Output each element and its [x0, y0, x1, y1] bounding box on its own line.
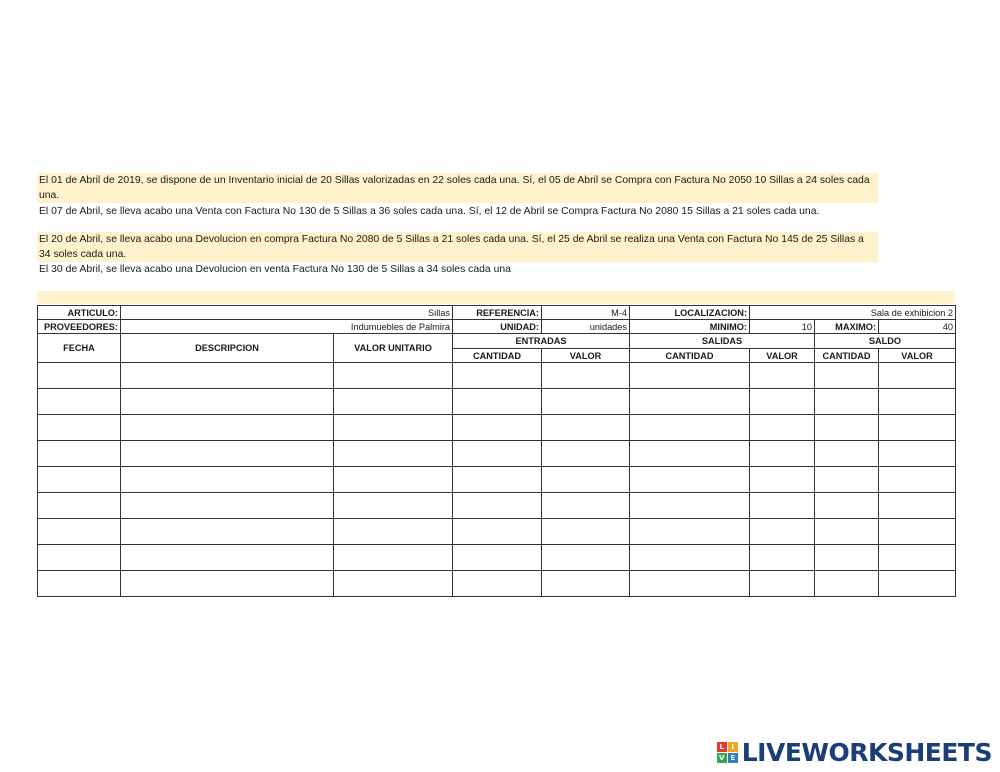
meta-row-1	[38, 306, 956, 320]
salidas-cantidad-input[interactable]	[632, 545, 747, 570]
saldo-cantidad-input[interactable]	[817, 545, 876, 570]
ledger-cell-descripcion	[121, 441, 334, 467]
ledger-cell-fecha	[38, 363, 121, 389]
meta-row-2	[38, 320, 956, 334]
header-fecha: FECHA	[38, 334, 121, 363]
logo-tile: L	[717, 742, 727, 752]
ledger-cell-valor-unitario	[334, 363, 453, 389]
valor-unitario-input[interactable]	[336, 441, 450, 466]
ledger-row	[38, 519, 956, 545]
ledger-cell-saldo-cantidad	[815, 493, 879, 519]
ledger-cell-saldo-valor	[879, 519, 956, 545]
ledger-cell-fecha	[38, 519, 121, 545]
ledger-cell-saldo-cantidad	[815, 467, 879, 493]
ledger-cell-entradas-valor	[542, 363, 630, 389]
unidad-label: UNIDAD:	[453, 320, 542, 334]
salidas-valor-input[interactable]	[752, 441, 812, 466]
salidas-cantidad-input[interactable]	[632, 441, 747, 466]
entradas-valor-input[interactable]	[544, 389, 627, 414]
ledger-cell-valor-unitario	[334, 415, 453, 441]
header-row-1	[38, 334, 956, 349]
logo-tile: I	[728, 742, 738, 752]
ledger-row	[38, 467, 956, 493]
salidas-cantidad-input[interactable]	[632, 363, 747, 388]
valor-unitario-input[interactable]	[336, 571, 450, 596]
ledger-cell-entradas-cantidad	[453, 519, 542, 545]
entradas-cantidad-input[interactable]	[455, 519, 539, 544]
ledger-cell-entradas-valor	[542, 415, 630, 441]
valor-unitario-input[interactable]	[336, 389, 450, 414]
ledger-row	[38, 571, 956, 597]
ledger-row	[38, 389, 956, 415]
header-saldo-cantidad: CANTIDAD	[815, 349, 879, 363]
referencia-value: M-4	[542, 306, 630, 320]
ledger-cell-descripcion	[121, 571, 334, 597]
saldo-valor-input[interactable]	[881, 519, 953, 544]
unidad-value: unidades	[542, 320, 630, 334]
saldo-cantidad-input[interactable]	[817, 493, 876, 518]
salidas-valor-input[interactable]	[752, 519, 812, 544]
ledger-cell-salidas-valor	[750, 493, 815, 519]
fecha-input[interactable]	[40, 545, 118, 570]
ledger-cell-valor-unitario	[334, 467, 453, 493]
statement-paragraph-4: El 30 de Abril, se lleva acabo una Devolucion en venta Factura No 130 de 5 Sillas a 34 soles cada una	[39, 264, 511, 275]
header-entradas: ENTRADAS	[453, 334, 630, 349]
entradas-cantidad-input[interactable]	[455, 467, 539, 492]
ledger-cell-saldo-valor	[879, 571, 956, 597]
ledger-cell-saldo-cantidad	[815, 415, 879, 441]
maximo-label: MAXIMO:	[815, 320, 879, 334]
fecha-input[interactable]	[40, 389, 118, 414]
statement-paragraph-2: El 07 de Abril, se lleva acabo una Venta con Factura No 130 de 5 Sillas a 36 soles cada una. Sí, el 12 de Abril se Compra Factura No 2080 15 Sillas a 21 soles cada una.	[39, 206, 820, 217]
ledger-cell-valor-unitario	[334, 571, 453, 597]
ledger-cell-entradas-valor	[542, 493, 630, 519]
saldo-valor-input[interactable]	[881, 389, 953, 414]
logo-tile: V	[717, 753, 727, 763]
ledger-cell-saldo-cantidad	[815, 571, 879, 597]
fecha-input[interactable]	[40, 467, 118, 492]
ledger-cell-salidas-valor	[750, 363, 815, 389]
valor-unitario-input[interactable]	[336, 519, 450, 544]
header-salidas-cantidad: CANTIDAD	[630, 349, 750, 363]
ledger-cell-entradas-cantidad	[453, 493, 542, 519]
ledger-cell-saldo-cantidad	[815, 389, 879, 415]
ledger-cell-entradas-cantidad	[453, 389, 542, 415]
ledger-cell-salidas-valor	[750, 571, 815, 597]
saldo-cantidad-input[interactable]	[817, 441, 876, 466]
ledger-row	[38, 363, 956, 389]
liveworksheets-wordmark: LIVEWORKSHEETS	[741, 737, 992, 767]
ledger-cell-saldo-valor	[879, 389, 956, 415]
salidas-valor-input[interactable]	[752, 389, 812, 414]
descripcion-input[interactable]	[123, 389, 331, 414]
header-valor-unitario: VALOR UNITARIO	[334, 334, 453, 363]
ledger-cell-salidas-cantidad	[630, 363, 750, 389]
header-saldo-valor: VALOR	[879, 349, 956, 363]
saldo-cantidad-input[interactable]	[817, 571, 876, 596]
articulo-label: ARTICULO:	[38, 306, 121, 320]
entradas-valor-input[interactable]	[544, 467, 627, 492]
ledger-cell-fecha	[38, 467, 121, 493]
statement-paragraph-3: El 20 de Abril, se lleva acabo una Devolucion en compra Factura No 2080 de 5 Sillas a 21 soles cada una. Sí, el 25 de Abril se realiza una Venta con Factura No 145 de 25 Sillas a 34 soles cada una.	[37, 232, 878, 262]
ledger-cell-entradas-cantidad	[453, 363, 542, 389]
ledger-cell-saldo-valor	[879, 415, 956, 441]
descripcion-input[interactable]	[123, 415, 331, 440]
logo-tile: E	[728, 753, 738, 763]
entradas-cantidad-input[interactable]	[455, 363, 539, 388]
saldo-cantidad-input[interactable]	[817, 519, 876, 544]
entradas-valor-input[interactable]	[544, 363, 627, 388]
header-descripcion: DESCRIPCION	[121, 334, 334, 363]
ledger-cell-descripcion	[121, 519, 334, 545]
ledger-cell-entradas-valor	[542, 389, 630, 415]
entradas-valor-input[interactable]	[544, 571, 627, 596]
maximo-value: 40	[879, 320, 956, 334]
saldo-valor-input[interactable]	[881, 571, 953, 596]
valor-unitario-input[interactable]	[336, 363, 450, 388]
header-salidas-valor: VALOR	[750, 349, 815, 363]
ledger-cell-fecha	[38, 571, 121, 597]
ledger-cell-salidas-cantidad	[630, 415, 750, 441]
ledger-cell-salidas-cantidad	[630, 493, 750, 519]
salidas-valor-input[interactable]	[752, 545, 812, 570]
ledger-cell-saldo-cantidad	[815, 441, 879, 467]
ledger-cell-salidas-valor	[750, 415, 815, 441]
ledger-cell-entradas-cantidad	[453, 545, 542, 571]
saldo-valor-input[interactable]	[881, 441, 953, 466]
proveedores-label: PROVEEDORES:	[38, 320, 121, 334]
salidas-valor-input[interactable]	[752, 363, 812, 388]
ledger-cell-salidas-cantidad	[630, 545, 750, 571]
ledger-row	[38, 441, 956, 467]
ledger-cell-valor-unitario	[334, 519, 453, 545]
entradas-valor-input[interactable]	[544, 415, 627, 440]
ledger-cell-fecha	[38, 415, 121, 441]
salidas-cantidad-input[interactable]	[632, 415, 747, 440]
ledger-cell-entradas-valor	[542, 467, 630, 493]
ledger-cell-saldo-valor	[879, 545, 956, 571]
statement-paragraph-1: El 01 de Abril de 2019, se dispone de un Inventario inicial de 20 Sillas valorizadas en 22 soles cada una. Sí, el 05 de Abril se Compra con Factura No 2050 10 Sillas a 24 soles cada una.	[37, 173, 878, 203]
referencia-label: REFERENCIA:	[453, 306, 542, 320]
descripcion-input[interactable]	[123, 441, 331, 466]
saldo-valor-input[interactable]	[881, 493, 953, 518]
liveworksheets-logo	[717, 737, 992, 767]
ledger-cell-saldo-valor	[879, 467, 956, 493]
ledger-cell-entradas-cantidad	[453, 467, 542, 493]
ledger-cell-valor-unitario	[334, 389, 453, 415]
ledger-cell-saldo-cantidad	[815, 363, 879, 389]
entradas-valor-input[interactable]	[544, 519, 627, 544]
ledger-cell-fecha	[38, 441, 121, 467]
ledger-cell-descripcion	[121, 363, 334, 389]
ledger-cell-fecha	[38, 389, 121, 415]
descripcion-input[interactable]	[123, 545, 331, 570]
entradas-cantidad-input[interactable]	[455, 571, 539, 596]
minimo-label: MINIMO:	[630, 320, 750, 334]
ledger-cell-entradas-valor	[542, 545, 630, 571]
fecha-input[interactable]	[40, 363, 118, 388]
ledger-cell-salidas-valor	[750, 519, 815, 545]
salidas-cantidad-input[interactable]	[632, 467, 747, 492]
saldo-valor-input[interactable]	[881, 545, 953, 570]
ledger-row	[38, 493, 956, 519]
descripcion-input[interactable]	[123, 519, 331, 544]
header-entradas-valor: VALOR	[542, 349, 630, 363]
valor-unitario-input[interactable]	[336, 467, 450, 492]
salidas-valor-input[interactable]	[752, 571, 812, 596]
ledger-cell-saldo-cantidad	[815, 545, 879, 571]
ledger-cell-fecha	[38, 545, 121, 571]
valor-unitario-input[interactable]	[336, 545, 450, 570]
ledger-cell-saldo-valor	[879, 363, 956, 389]
salidas-valor-input[interactable]	[752, 467, 812, 492]
ledger-cell-entradas-cantidad	[453, 441, 542, 467]
entradas-cantidad-input[interactable]	[455, 441, 539, 466]
entradas-cantidad-input[interactable]	[455, 389, 539, 414]
salidas-valor-input[interactable]	[752, 493, 812, 518]
ledger-cell-salidas-cantidad	[630, 467, 750, 493]
saldo-valor-input[interactable]	[881, 467, 953, 492]
ledger-cell-salidas-cantidad	[630, 441, 750, 467]
descripcion-input[interactable]	[123, 571, 331, 596]
ledger-cell-entradas-valor	[542, 441, 630, 467]
descripcion-input[interactable]	[123, 467, 331, 492]
salidas-cantidad-input[interactable]	[632, 519, 747, 544]
ledger-row	[38, 545, 956, 571]
ledger-cell-saldo-valor	[879, 493, 956, 519]
ledger-cell-descripcion	[121, 493, 334, 519]
ledger-cell-salidas-cantidad	[630, 519, 750, 545]
salidas-valor-input[interactable]	[752, 415, 812, 440]
ledger-cell-valor-unitario	[334, 493, 453, 519]
saldo-cantidad-input[interactable]	[817, 389, 876, 414]
entradas-cantidad-input[interactable]	[455, 545, 539, 570]
saldo-cantidad-input[interactable]	[817, 415, 876, 440]
descripcion-input[interactable]	[123, 363, 331, 388]
saldo-valor-input[interactable]	[881, 415, 953, 440]
ledger-cell-salidas-valor	[750, 441, 815, 467]
salidas-cantidad-input[interactable]	[632, 571, 747, 596]
ledger-cell-entradas-cantidad	[453, 571, 542, 597]
ledger-cell-descripcion	[121, 467, 334, 493]
ledger-cell-salidas-cantidad	[630, 389, 750, 415]
saldo-cantidad-input[interactable]	[817, 363, 876, 388]
kardex-table	[37, 305, 956, 597]
minimo-value: 10	[750, 320, 815, 334]
entradas-valor-input[interactable]	[544, 441, 627, 466]
articulo-value: Sillas	[121, 306, 453, 320]
ledger-cell-valor-unitario	[334, 545, 453, 571]
fecha-input[interactable]	[40, 493, 118, 518]
entradas-cantidad-input[interactable]	[455, 415, 539, 440]
ledger-cell-entradas-valor	[542, 519, 630, 545]
ledger-cell-entradas-cantidad	[453, 415, 542, 441]
saldo-cantidad-input[interactable]	[817, 467, 876, 492]
ledger-cell-salidas-valor	[750, 389, 815, 415]
fecha-input[interactable]	[40, 571, 118, 596]
salidas-cantidad-input[interactable]	[632, 389, 747, 414]
ledger-cell-valor-unitario	[334, 441, 453, 467]
highlight-band	[37, 291, 955, 304]
entradas-valor-input[interactable]	[544, 545, 627, 570]
ledger-row	[38, 415, 956, 441]
ledger-cell-saldo-valor	[879, 441, 956, 467]
ledger-cell-descripcion	[121, 545, 334, 571]
ledger-body	[38, 363, 956, 597]
ledger-cell-descripcion	[121, 415, 334, 441]
proveedores-value: Indumuebles de Palmira	[121, 320, 453, 334]
ledger-cell-salidas-valor	[750, 467, 815, 493]
ledger-cell-saldo-cantidad	[815, 519, 879, 545]
valor-unitario-input[interactable]	[336, 493, 450, 518]
ledger-cell-fecha	[38, 493, 121, 519]
ledger-cell-descripcion	[121, 389, 334, 415]
ledger-cell-salidas-cantidad	[630, 571, 750, 597]
header-entradas-cantidad: CANTIDAD	[453, 349, 542, 363]
fecha-input[interactable]	[40, 441, 118, 466]
fecha-input[interactable]	[40, 415, 118, 440]
salidas-cantidad-input[interactable]	[632, 493, 747, 518]
header-saldo: SALDO	[815, 334, 956, 349]
liveworksheets-mark-icon	[717, 742, 738, 763]
ledger-cell-entradas-valor	[542, 571, 630, 597]
saldo-valor-input[interactable]	[881, 363, 953, 388]
localizacion-value: Sala de exhibicion 2	[750, 306, 956, 320]
fecha-input[interactable]	[40, 519, 118, 544]
header-salidas: SALIDAS	[630, 334, 815, 349]
localizacion-label: LOCALIZACION:	[630, 306, 750, 320]
entradas-cantidad-input[interactable]	[455, 493, 539, 518]
descripcion-input[interactable]	[123, 493, 331, 518]
entradas-valor-input[interactable]	[544, 493, 627, 518]
ledger-cell-salidas-valor	[750, 545, 815, 571]
valor-unitario-input[interactable]	[336, 415, 450, 440]
